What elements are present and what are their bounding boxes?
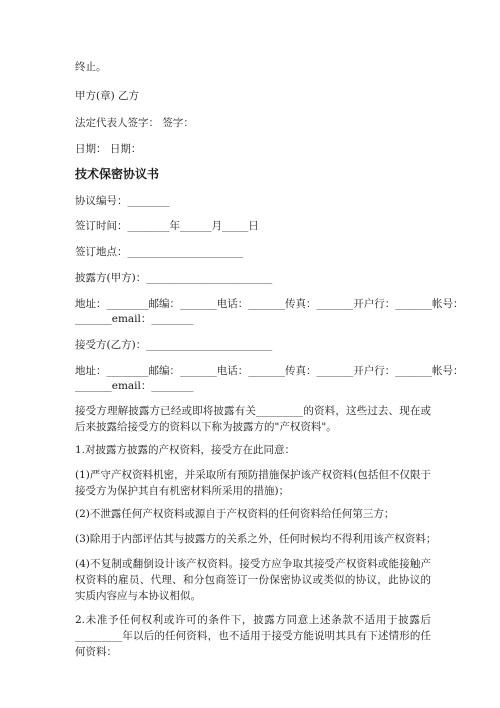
document-title: 技术保密协议书 [75,167,160,181]
party-seal-line: 甲方(章) 乙方 [75,90,140,102]
agreement-number: 协议编号：________ [75,195,170,207]
legal-rep-sign-line: 法定代表人签字： 签字： [75,117,194,129]
clause-1-item-2: (2)不泄露任何产权资料或源自于产权资料的任何资料给任何第三方； [75,508,395,520]
termination-line: 终止。 [75,61,107,73]
discloser-address-line-2: _______email：________ [75,313,194,325]
dates-line: 日期： 日期： [75,143,142,155]
clause-1-item-4: (4)不复制或翻倒设计该产权资料。接受方应争取其接受产权资料或能接触产权资料的雇员、代理、和分包商签订一份保密协议或类似的协议，此协议的实质内容应与本协议相似。 [75,558,431,602]
recipient-party: 接受方(乙方)：________________________ [75,339,273,351]
clause-1-item-1: (1)严守产权资料机密，并采取所有预防措施保护该产权资料(包括但不仅限于接受方为保护其自有机密材料所采用的措施)； [75,469,431,497]
signing-place: 签订地点：______________________ [75,246,243,258]
clause-1: 1.对披露方披露的产权资料，接受方在此同意： [75,444,296,456]
discloser-address-line-1: 地址：________邮编：_______电话：_______传真：_______开户行：_______帐号： [75,298,464,310]
discloser-party: 披露方(甲方)：________________________ [75,272,273,284]
clause-2: 2.未准予任何权利或许可的条件下，披露方同意上述条款不适用于披露后_________年以后的任何资料，也不适用于接受方能说明其具有下述情形的任何资料： [75,614,431,658]
signing-time: 签订时间：________年______月_____日 [75,220,259,232]
recipient-address-line-1: 地址：________邮编：_______电话：_______传真：_______开户行：_______帐号： [75,365,464,377]
recipient-address-line-2: _______email：________ [75,380,194,392]
clause-1-item-3: (3)除用于内部评估其与披露方的关系之外，任何时候均不得利用该产权资料； [75,533,437,545]
intro-paragraph: 接受方理解披露方已经或即将披露有关_________的资料，这些过去、现在或后来披露给接受方的资料以下称为披露方的"产权资料"。 [75,405,431,433]
